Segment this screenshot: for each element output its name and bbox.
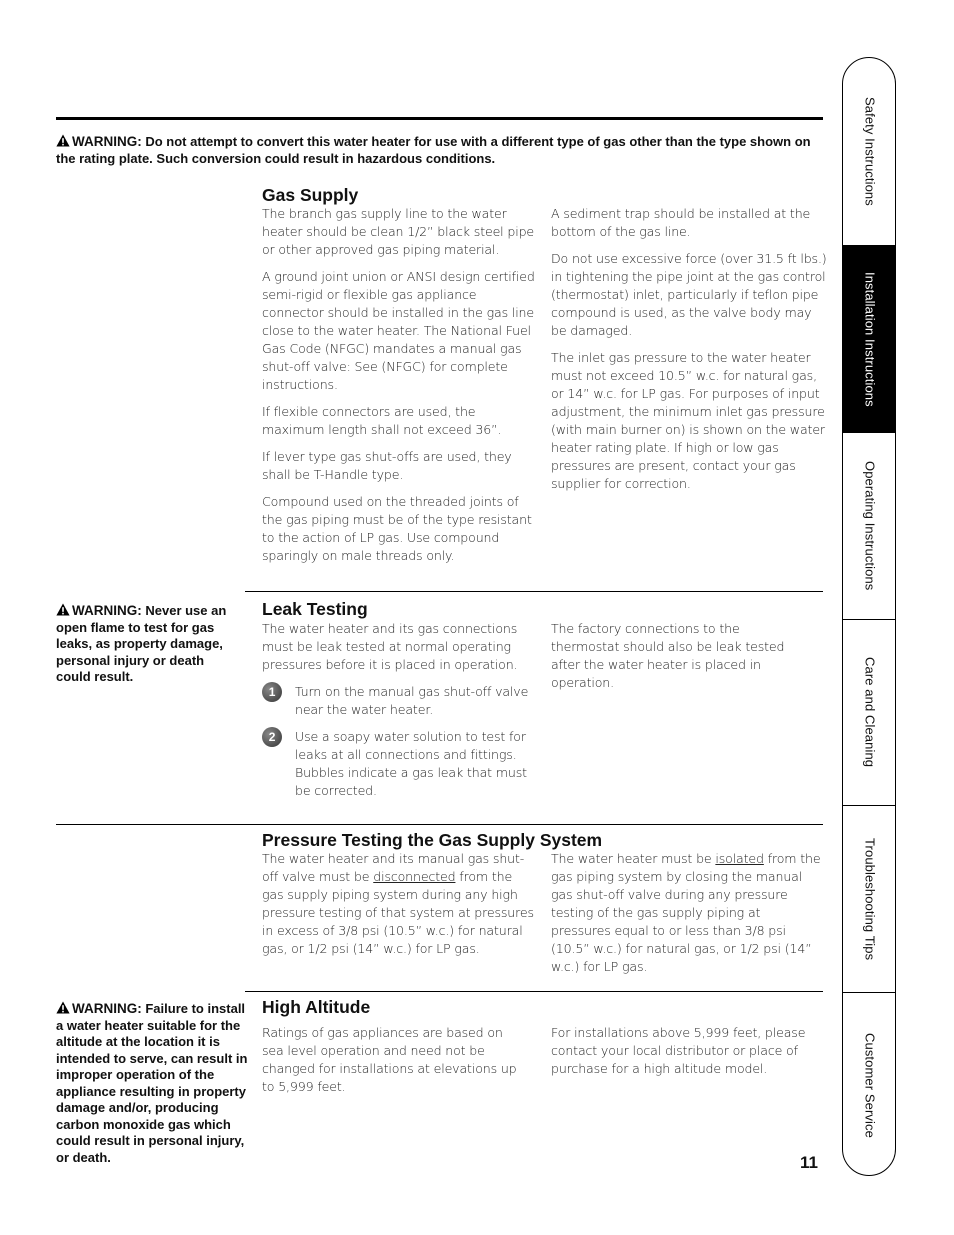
step-1 (262, 683, 532, 719)
tab-label: Troubleshooting Tips (862, 837, 878, 961)
gas-supply-right-column (551, 205, 827, 502)
paragraph (262, 850, 534, 958)
section-divider (56, 824, 823, 825)
step-number-badge: 1 (262, 682, 282, 702)
page-number: 11 (800, 1153, 818, 1172)
pressure-testing-right-column (551, 850, 823, 985)
paragraph: A sediment trap should be installed at the bottom of the gas line. (551, 206, 811, 239)
text-segment: The water heater must be (551, 851, 716, 866)
altitude-warning (56, 1001, 248, 1166)
tab-label: Operating Instructions (862, 461, 878, 591)
tab-safety-instructions[interactable] (843, 58, 896, 245)
high-altitude-heading: High Altitude (262, 997, 371, 1017)
tab-installation-instructions[interactable] (843, 245, 896, 432)
tab-label: Safety Instructions (862, 97, 878, 206)
gas-supply-heading: Gas Supply (262, 185, 359, 205)
paragraph: The factory connections to the thermostat should also be leak tested after the water heater is placed in operation. (551, 621, 785, 690)
warning-text: Failure to install a water heater suitable for the altitude at the location it is intended to serve, can result in improper operation of the appliance resulting in property damage and/or, producing carbon monoxide gas which could result in personal injury, or death. (56, 1001, 248, 1165)
warning-label: WARNING: (72, 1001, 142, 1016)
text-segment: from the gas piping system by closing the manual gas shut-off valve during any pressure testing of the gas supply piping at pressures equal to or less than 3/8 psi (10.5” w.c.) for natural gas, or 1/2 psi (14” w.c.) for LP gas. (551, 851, 821, 974)
high-altitude-left-column (262, 1024, 518, 1105)
section-divider (245, 591, 823, 592)
warning-text: Do not attempt to convert this water heater for use with a different type of gas other than the type shown on the rating plate. Such conversion could result in hazardous conditions. (56, 134, 811, 166)
pressure-testing-left-column (262, 850, 534, 967)
paragraph: If flexible connectors are used, the maximum length shall not exceed 36”. (262, 404, 502, 437)
tab-troubleshooting-tips[interactable] (843, 805, 896, 992)
paragraph: The water heater and its gas connections must be leak tested at normal operating pressures before it is placed in operation. (262, 621, 518, 672)
warning-label: WARNING: (72, 134, 142, 149)
gas-supply-left-column (262, 205, 538, 574)
tab-care-and-cleaning[interactable] (843, 619, 896, 805)
high-altitude-right-column (551, 1024, 823, 1087)
paragraph: Ratings of gas appliances are based on sea level operation and need not be changed for installations at elevations up to 5,999 feet. (262, 1025, 517, 1094)
section-divider (245, 991, 823, 992)
paragraph: A ground joint union or ANSI design certified semi-rigid or flexible gas appliance connector should be installed in the gas line close to the water heater. The National Fuel Gas Code (NFGC) mandates a manual gas shut-off valve: See (NFGC) for complete instructions. (262, 269, 535, 392)
warning-triangle-icon (56, 1001, 70, 1014)
section-tabs (842, 57, 896, 1176)
emphasis-isolated: isolated (715, 851, 764, 866)
warning-label: WARNING: (72, 603, 142, 618)
paragraph: If lever type gas shut-offs are used, they shall be T-Handle type. (262, 449, 512, 482)
text-segment: The water heater and its manual gas shut-off valve must be (262, 851, 525, 884)
leak-warning (56, 603, 236, 686)
text-segment: from the gas supply piping system during any high pressure testing of that system at pressures in excess of 3/8 psi (10.5” w.c.) for natural gas, or 1/2 psi (14” w.c.) for LP gas. (262, 869, 534, 956)
tab-customer-service[interactable] (843, 992, 896, 1176)
tab-operating-instructions[interactable] (843, 432, 896, 619)
top-rule (56, 117, 823, 120)
leak-testing-left-column (262, 620, 532, 809)
step-text: Turn on the manual gas shut-off valve near the water heater. (295, 684, 529, 717)
step-2 (262, 728, 532, 800)
paragraph (551, 850, 823, 976)
step-number-badge: 2 (262, 727, 282, 747)
warning-triangle-icon (56, 603, 70, 616)
step-text: Use a soapy water solution to test for leaks at all connections and fittings. Bubbles indicate a gas leak that must be corrected. (295, 729, 527, 798)
paragraph: For installations above 5,999 feet, please contact your local distributor or place of purchase for a high altitude model. (551, 1025, 806, 1076)
tab-label: Installation Instructions (862, 271, 878, 407)
warning-text: Never use an open flame to test for gas leaks, as property damage, personal injury or death could result. (56, 603, 227, 684)
top-warning (56, 134, 824, 167)
paragraph: Do not use excessive force (over 31.5 ft lbs.) in tightening the pipe joint at the gas control (thermostat) inlet, particularly if teflon pipe compound is used, as the valve body may be damaged. (551, 251, 827, 338)
pressure-testing-heading: Pressure Testing the Gas Supply System (262, 830, 603, 850)
paragraph: The inlet gas pressure to the water heater must not exceed 10.5” w.c. for natural gas, or 14” w.c. for LP gas. For purposes of input adjustment, the minimum inlet gas pressure (with main burner on) is shown on the water heater rating plate. If high or low gas pressures are present, contact your gas supplier for correction. (551, 350, 825, 491)
warning-triangle-icon (56, 134, 70, 147)
leak-testing-right-column (551, 620, 791, 701)
tab-label: Care and Cleaning (862, 657, 878, 768)
leak-testing-heading: Leak Testing (262, 599, 368, 619)
tab-label: Customer Service (862, 1032, 878, 1138)
emphasis-disconnected: disconnected (373, 869, 456, 884)
paragraph: Compound used on the threaded joints of the gas piping must be of the type resistant to the action of LP gas. Use compound sparingly on male threads only. (262, 494, 532, 563)
paragraph: The branch gas supply line to the water heater should be clean 1/2” black steel pipe or other approved gas piping material. (262, 206, 535, 257)
